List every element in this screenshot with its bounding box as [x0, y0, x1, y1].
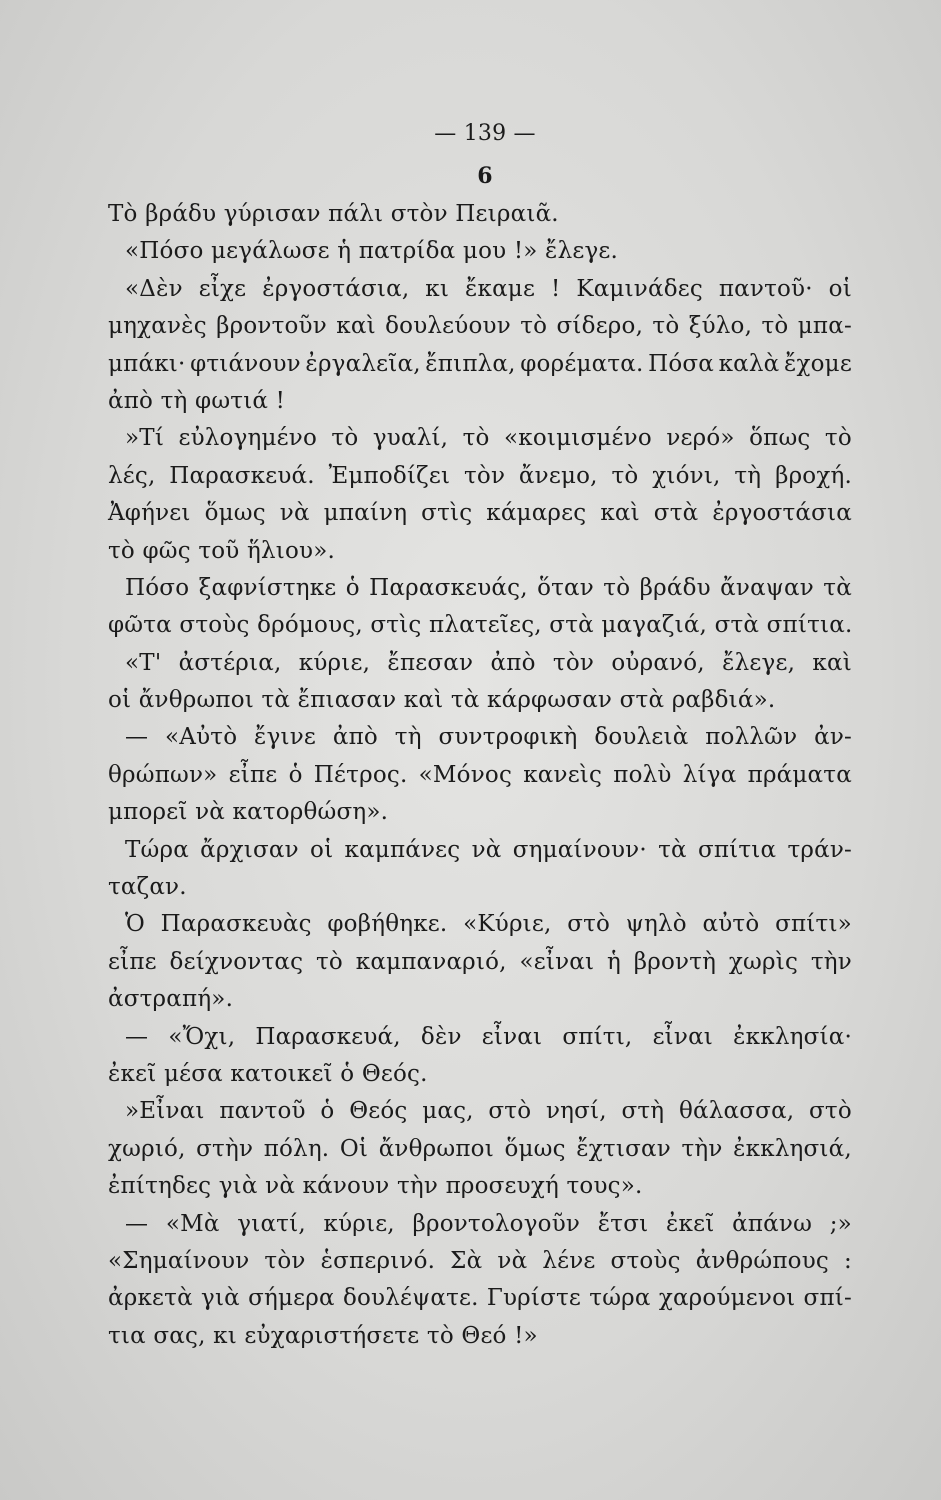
text-line: μπάκι· φτιάνουν ἐργαλεῖα, ἔπιπλα, φορέματα. Πόσα καλὰ ἔχομε	[108, 350, 852, 377]
text-line: μπορεῖ νὰ κατορθώση».	[108, 799, 389, 826]
text-line: τια σας, κι εὐχαριστήσετε τὸ Θεό !»	[108, 1322, 538, 1349]
text-line: — «Αὐτὸ ἔγινε ἀπὸ τὴ συντροφικὴ δουλειὰ πολλῶν ἀν-	[125, 724, 852, 751]
text-line: Τώρα ἄρχισαν οἱ καμπάνες νὰ σημαίνουν· τὰ σπίτια τράν-	[125, 836, 852, 863]
text-line: «Πόσο μεγάλωσε ἡ πατρίδα μου !» ἔλεγε.	[125, 238, 619, 265]
text-line: »Τί εὐλογημένο τὸ γυαλί, τὸ «κοιμισμένο νερό» ὅπως τὸ	[125, 425, 852, 452]
text-line: Ὁ Παρασκευὰς φοβήθηκε. «Κύριε, στὸ ψηλὸ αὐτὸ σπίτι»	[125, 911, 852, 938]
text-line: ἐκεῖ μέσα κατοικεῖ ὁ Θεός.	[108, 1060, 428, 1087]
text-line: μηχανὲς βροντοῦν καὶ δουλεύουν τὸ σίδερο, τὸ ξύλο, τὸ μπα-	[108, 313, 852, 340]
body-text	[108, 196, 852, 1355]
chapter-number: 6	[477, 163, 493, 189]
text-line: εἶπε δείχνοντας τὸ καμπαναριό, «εἶναι ἡ βροντὴ χωρὶς τὴν	[108, 948, 852, 975]
text-line: χωριό, στὴν πόλη. Οἱ ἄνθρωποι ὅμως ἔχτισαν τὴν ἐκκλησιά,	[108, 1135, 852, 1162]
page-number: — 139 —	[434, 121, 536, 146]
text-line: ἀπὸ τὴ φωτιά !	[108, 387, 286, 414]
text-line: «Τ' ἀστέρια, κύριε, ἔπεσαν ἀπὸ τὸν οὐρανό, ἔλεγε, καὶ	[125, 649, 852, 676]
text-line: Τὸ βράδυ γύρισαν πάλι στὸν Πειραιᾶ.	[108, 201, 559, 227]
text-line: — «Μὰ γιατί, κύριε, βροντολογοῦν ἔτσι ἐκεῖ ἀπάνω ;»	[125, 1210, 852, 1237]
text-line: λές, Παρασκευά. Ἐμποδίζει τὸν ἄνεμο, τὸ χιόνι, τὴ βροχή.	[108, 462, 852, 489]
text-line: θρώπων» εἶπε ὁ Πέτρος. «Μόνος κανεὶς πολὺ λίγα πράματα	[108, 761, 852, 788]
text-line: Ἀφήνει ὅμως νὰ μπαίνη στὶς κάμαρες καὶ στὰ ἐργοστάσια	[108, 500, 852, 527]
text-line: ἐπίτηδες γιὰ νὰ κάνουν τὴν προσευχή τους».	[108, 1173, 643, 1200]
text-line: ἀρκετὰ γιὰ σήμερα δουλέψατε. Γυρίστε τώρα χαρούμενοι σπί-	[108, 1285, 852, 1312]
text-line: »Εἶναι παντοῦ ὁ Θεός μας, στὸ νησί, στὴ θάλασσα, στὸ	[125, 1098, 852, 1125]
text-line: τὸ φῶς τοῦ ἥλιου».	[108, 537, 335, 564]
text-line: «Σημαίνουν τὸν ἑσπερινό. Σὰ νὰ λένε στοὺς ἀνθρώπους :	[108, 1247, 852, 1274]
text-line: οἱ ἄνθρωποι τὰ ἔπιασαν καὶ τὰ κάρφωσαν στὰ ραβδιά».	[108, 687, 776, 714]
text-line: ἀστραπή».	[108, 986, 234, 1013]
text-line: — «Ὄχι, Παρασκευά, δὲν εἶναι σπίτι, εἶναι ἐκκλησία·	[125, 1023, 852, 1050]
text-line: ταζαν.	[108, 874, 187, 901]
text-line: «Δὲν εἶχε ἐργοστάσια, κι ἔκαμε ! Καμινάδες παντοῦ· οἱ	[125, 275, 852, 302]
text-line: φῶτα στοὺς δρόμους, στὶς πλατεῖες, στὰ μαγαζιά, στὰ σπίτια.	[108, 612, 853, 639]
text-line: Πόσο ξαφνίστηκε ὁ Παρασκευάς, ὅταν τὸ βράδυ ἄναψαν τὰ	[125, 574, 852, 601]
page-text	[108, 112, 852, 1355]
